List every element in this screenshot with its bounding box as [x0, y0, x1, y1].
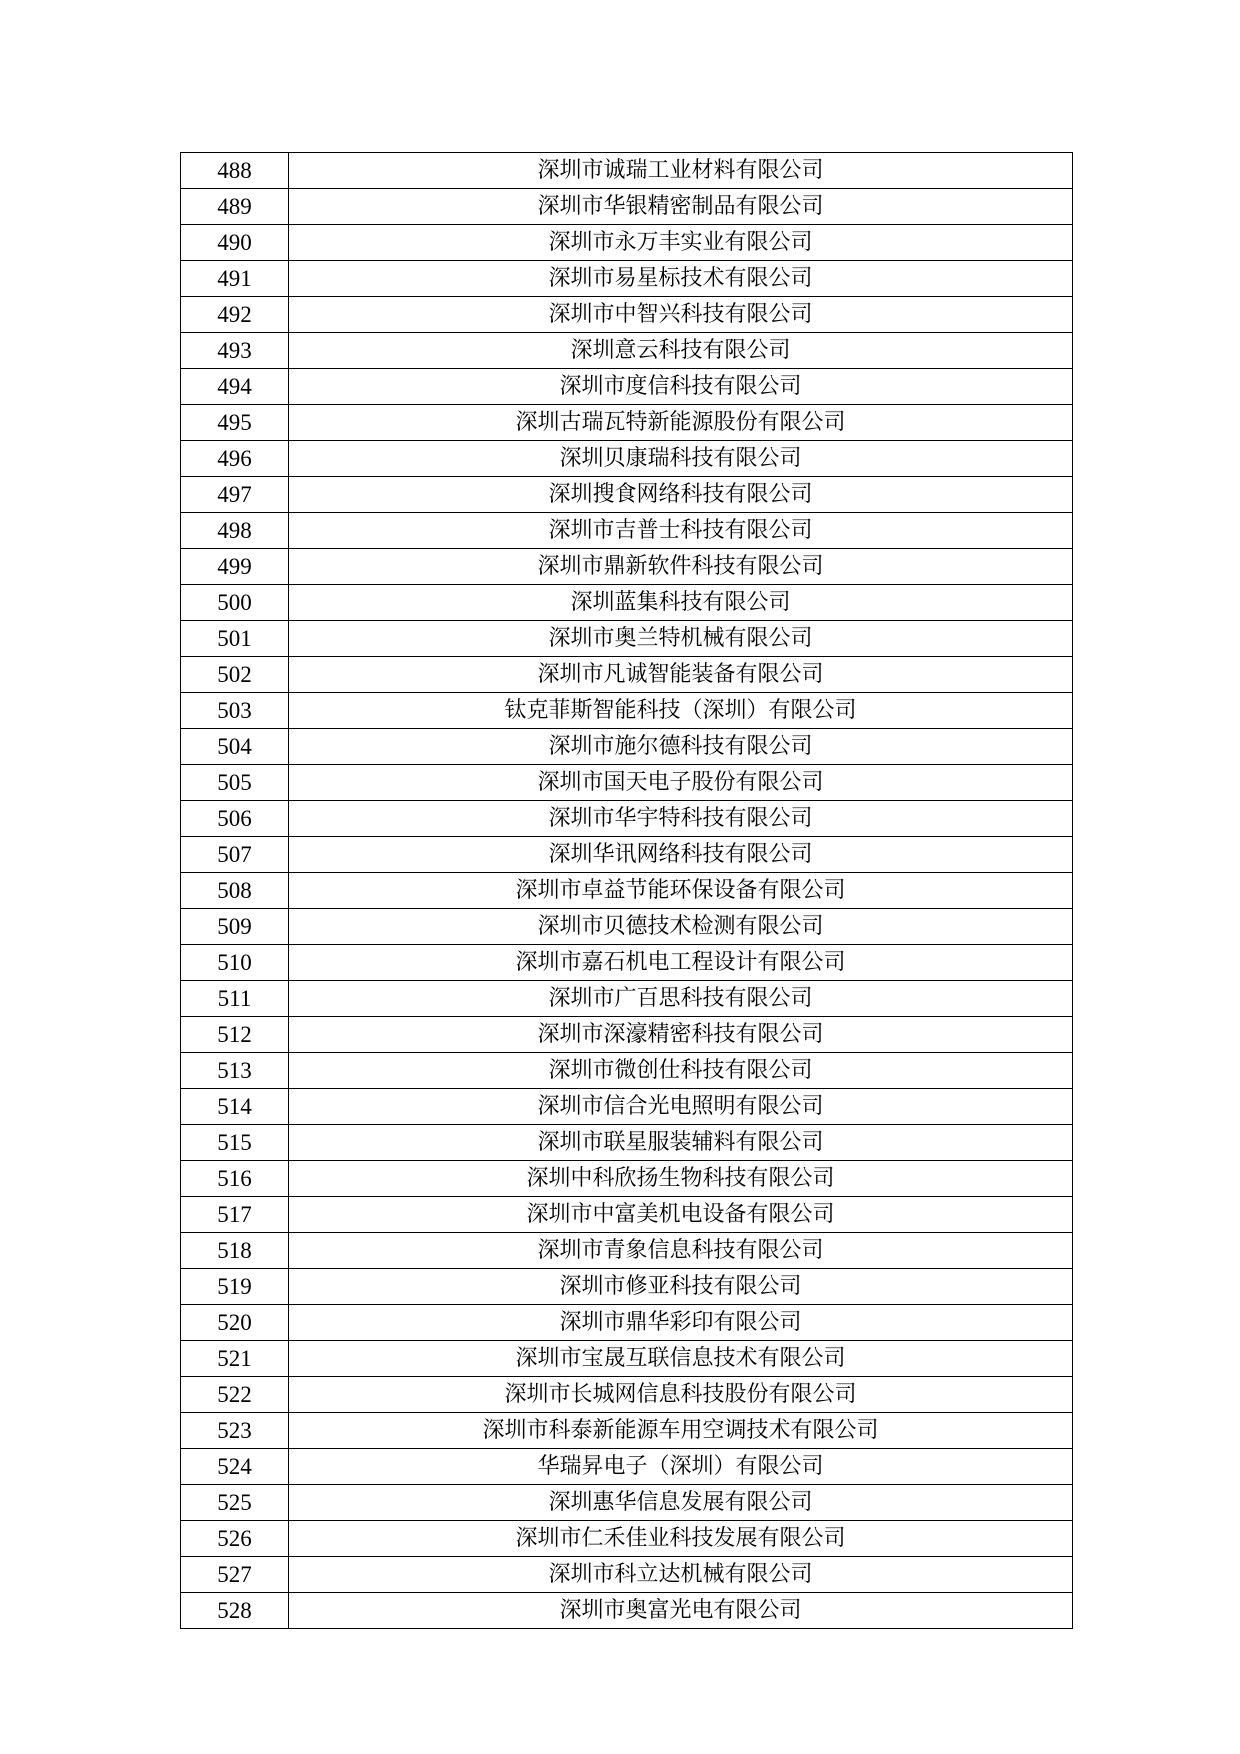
table-row	[181, 297, 1073, 333]
table-row	[181, 333, 1073, 369]
table-row	[181, 981, 1073, 1017]
company-name-cell: 深圳市科立达机械有限公司	[289, 1557, 1073, 1593]
table-row	[181, 1593, 1073, 1629]
company-name-cell: 深圳市施尔德科技有限公司	[289, 729, 1073, 765]
row-number-cell: 514	[181, 1089, 289, 1125]
company-name-cell: 钛克菲斯智能科技（深圳）有限公司	[289, 693, 1073, 729]
table-row	[181, 513, 1073, 549]
table-row	[181, 945, 1073, 981]
company-name-cell: 深圳蓝集科技有限公司	[289, 585, 1073, 621]
row-number-cell: 488	[181, 153, 289, 189]
row-number-cell: 491	[181, 261, 289, 297]
table-row	[181, 369, 1073, 405]
row-number-cell: 502	[181, 657, 289, 693]
company-name-cell: 深圳市微创仕科技有限公司	[289, 1053, 1073, 1089]
table-row	[181, 405, 1073, 441]
table-row	[181, 1521, 1073, 1557]
table-row	[181, 261, 1073, 297]
row-number-cell: 511	[181, 981, 289, 1017]
company-name-cell: 华瑞昇电子（深圳）有限公司	[289, 1449, 1073, 1485]
company-name-cell: 深圳市嘉石机电工程设计有限公司	[289, 945, 1073, 981]
table-row	[181, 1161, 1073, 1197]
table-row	[181, 1017, 1073, 1053]
company-name-cell: 深圳市奥富光电有限公司	[289, 1593, 1073, 1629]
row-number-cell: 505	[181, 765, 289, 801]
table-row	[181, 1197, 1073, 1233]
row-number-cell: 517	[181, 1197, 289, 1233]
table-row	[181, 1449, 1073, 1485]
table-row	[181, 1053, 1073, 1089]
row-number-cell: 519	[181, 1269, 289, 1305]
company-name-cell: 深圳市凡诚智能装备有限公司	[289, 657, 1073, 693]
table-row	[181, 441, 1073, 477]
company-name-cell: 深圳市仁禾佳业科技发展有限公司	[289, 1521, 1073, 1557]
row-number-cell: 489	[181, 189, 289, 225]
row-number-cell: 507	[181, 837, 289, 873]
company-name-cell: 深圳市中智兴科技有限公司	[289, 297, 1073, 333]
table-row	[181, 225, 1073, 261]
company-name-cell: 深圳市鼎华彩印有限公司	[289, 1305, 1073, 1341]
row-number-cell: 523	[181, 1413, 289, 1449]
company-name-cell: 深圳市易星标技术有限公司	[289, 261, 1073, 297]
table-row	[181, 1485, 1073, 1521]
company-name-cell: 深圳市奥兰特机械有限公司	[289, 621, 1073, 657]
row-number-cell: 508	[181, 873, 289, 909]
table-row	[181, 729, 1073, 765]
company-name-cell: 深圳市修亚科技有限公司	[289, 1269, 1073, 1305]
company-name-cell: 深圳市中富美机电设备有限公司	[289, 1197, 1073, 1233]
row-number-cell: 522	[181, 1377, 289, 1413]
row-number-cell: 527	[181, 1557, 289, 1593]
company-name-cell: 深圳华讯网络科技有限公司	[289, 837, 1073, 873]
company-name-cell: 深圳意云科技有限公司	[289, 333, 1073, 369]
table-row	[181, 1377, 1073, 1413]
table-row	[181, 621, 1073, 657]
table-row	[181, 873, 1073, 909]
company-name-cell: 深圳市深濠精密科技有限公司	[289, 1017, 1073, 1053]
company-name-cell: 深圳市宝晟互联信息技术有限公司	[289, 1341, 1073, 1377]
table-row	[181, 1305, 1073, 1341]
company-name-cell: 深圳市广百思科技有限公司	[289, 981, 1073, 1017]
row-number-cell: 498	[181, 513, 289, 549]
row-number-cell: 510	[181, 945, 289, 981]
row-number-cell: 493	[181, 333, 289, 369]
row-number-cell: 490	[181, 225, 289, 261]
company-name-cell: 深圳惠华信息发展有限公司	[289, 1485, 1073, 1521]
company-name-cell: 深圳市华银精密制品有限公司	[289, 189, 1073, 225]
row-number-cell: 512	[181, 1017, 289, 1053]
row-number-cell: 516	[181, 1161, 289, 1197]
row-number-cell: 515	[181, 1125, 289, 1161]
row-number-cell: 501	[181, 621, 289, 657]
table-row	[181, 1269, 1073, 1305]
row-number-cell: 499	[181, 549, 289, 585]
company-name-cell: 深圳市华宇特科技有限公司	[289, 801, 1073, 837]
company-name-cell: 深圳市永万丰实业有限公司	[289, 225, 1073, 261]
row-number-cell: 524	[181, 1449, 289, 1485]
company-name-cell: 深圳市鼎新软件科技有限公司	[289, 549, 1073, 585]
company-name-cell: 深圳贝康瑞科技有限公司	[289, 441, 1073, 477]
company-name-cell: 深圳市诚瑞工业材料有限公司	[289, 153, 1073, 189]
company-name-cell: 深圳市信合光电照明有限公司	[289, 1089, 1073, 1125]
row-number-cell: 513	[181, 1053, 289, 1089]
row-number-cell: 496	[181, 441, 289, 477]
company-name-cell: 深圳市卓益节能环保设备有限公司	[289, 873, 1073, 909]
row-number-cell: 504	[181, 729, 289, 765]
company-name-cell: 深圳中科欣扬生物科技有限公司	[289, 1161, 1073, 1197]
row-number-cell: 494	[181, 369, 289, 405]
row-number-cell: 503	[181, 693, 289, 729]
row-number-cell: 521	[181, 1341, 289, 1377]
row-number-cell: 518	[181, 1233, 289, 1269]
table-row	[181, 693, 1073, 729]
row-number-cell: 525	[181, 1485, 289, 1521]
table-row	[181, 189, 1073, 225]
table-row	[181, 1233, 1073, 1269]
table-row	[181, 1413, 1073, 1449]
row-number-cell: 492	[181, 297, 289, 333]
company-name-cell: 深圳古瑞瓦特新能源股份有限公司	[289, 405, 1073, 441]
company-name-cell: 深圳市联星服装辅料有限公司	[289, 1125, 1073, 1161]
company-name-cell: 深圳市青象信息科技有限公司	[289, 1233, 1073, 1269]
row-number-cell: 528	[181, 1593, 289, 1629]
row-number-cell: 509	[181, 909, 289, 945]
row-number-cell: 495	[181, 405, 289, 441]
row-number-cell: 506	[181, 801, 289, 837]
table-row	[181, 1557, 1073, 1593]
table-row	[181, 1125, 1073, 1161]
table-row	[181, 153, 1073, 189]
table-row	[181, 837, 1073, 873]
table-row	[181, 1341, 1073, 1377]
company-name-cell: 深圳市科泰新能源车用空调技术有限公司	[289, 1413, 1073, 1449]
row-number-cell: 497	[181, 477, 289, 513]
row-number-cell: 520	[181, 1305, 289, 1341]
row-number-cell: 526	[181, 1521, 289, 1557]
company-name-cell: 深圳市度信科技有限公司	[289, 369, 1073, 405]
table-row	[181, 657, 1073, 693]
table-row	[181, 909, 1073, 945]
company-name-cell: 深圳市长城网信息科技股份有限公司	[289, 1377, 1073, 1413]
company-list-table	[180, 152, 1073, 1629]
table-row	[181, 765, 1073, 801]
table-row	[181, 1089, 1073, 1125]
table-row	[181, 801, 1073, 837]
company-name-cell: 深圳市吉普士科技有限公司	[289, 513, 1073, 549]
table-row	[181, 477, 1073, 513]
company-name-cell: 深圳搜食网络科技有限公司	[289, 477, 1073, 513]
company-name-cell: 深圳市贝德技术检测有限公司	[289, 909, 1073, 945]
row-number-cell: 500	[181, 585, 289, 621]
company-list-body	[181, 153, 1073, 1629]
table-row	[181, 585, 1073, 621]
company-name-cell: 深圳市国天电子股份有限公司	[289, 765, 1073, 801]
table-row	[181, 549, 1073, 585]
